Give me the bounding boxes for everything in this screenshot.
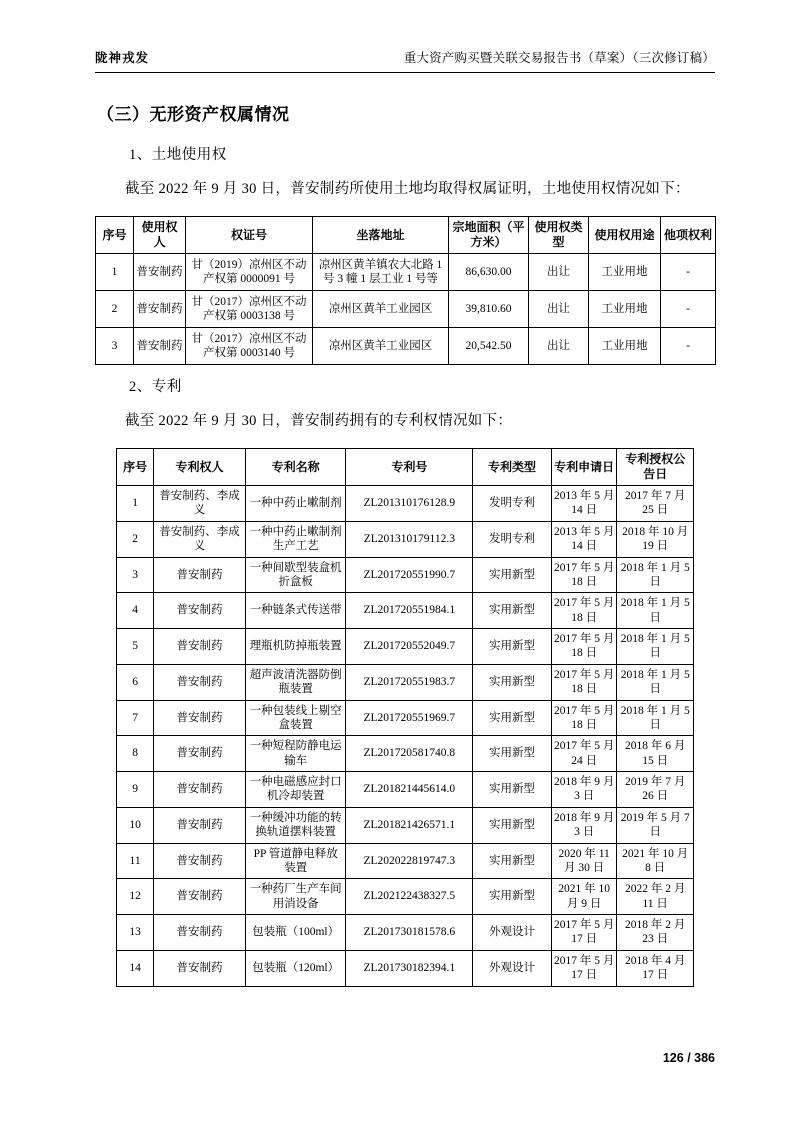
table-header-row <box>96 217 716 254</box>
cell-no: 1 <box>96 254 134 291</box>
table-row <box>96 291 716 328</box>
cell-patent-owner: 普安制药 <box>154 915 246 951</box>
col-type: 使用权类型 <box>529 217 589 254</box>
header-company-name: 陇神戎发 <box>95 51 150 65</box>
subsection-title-land: 1、土地使用权 <box>129 147 227 163</box>
cell-patent-type: 外观设计 <box>473 915 552 951</box>
cell-no: 7 <box>117 700 154 736</box>
cell-grant-date: 2018 年 1 月 5 日 <box>617 557 694 593</box>
col-usage: 使用权用途 <box>589 217 661 254</box>
document-content <box>95 92 715 987</box>
cell-patent-name: 一种中药止嗽制剂 <box>245 486 346 522</box>
cell-patent-owner: 普安制药、李成义 <box>154 486 246 522</box>
land-use-rights-table <box>95 216 716 365</box>
cell-other-rights: - <box>661 291 716 328</box>
table-row <box>117 915 694 951</box>
cell-patent-number: ZL201720581740.8 <box>346 736 473 772</box>
cell-patent-number: ZL201720551990.7 <box>346 557 473 593</box>
cell-patent-type: 实用新型 <box>473 736 552 772</box>
cell-owner: 普安制药 <box>134 328 186 365</box>
col-patent-name: 专利名称 <box>245 449 346 486</box>
cell-type: 出让 <box>529 254 589 291</box>
cell-patent-name: PP 管道静电释放装置 <box>245 843 346 879</box>
cell-application-date: 2017 年 5 月 18 日 <box>551 593 617 629</box>
cell-address: 凉州区黄羊镇农大北路 1 号 3 幢 1 层工业 1 号等 <box>313 254 449 291</box>
cell-patent-number: ZL201310179112.3 <box>346 521 473 557</box>
cell-application-date: 2013 年 5 月 14 日 <box>551 521 617 557</box>
cell-grant-date: 2018 年 1 月 5 日 <box>617 700 694 736</box>
col-no: 序号 <box>117 449 154 486</box>
table-row <box>117 879 694 915</box>
cell-no: 1 <box>117 486 154 522</box>
table-row <box>117 593 694 629</box>
cell-no: 3 <box>117 557 154 593</box>
table-row <box>117 521 694 557</box>
cell-grant-date: 2018 年 4 月 17 日 <box>617 950 694 986</box>
page-header <box>95 48 715 66</box>
table-header-row <box>117 449 694 486</box>
cell-patent-number: ZL201720551984.1 <box>346 593 473 629</box>
cell-usage: 工业用地 <box>589 291 661 328</box>
section-title: （三）无形资产权属情况 <box>97 105 290 124</box>
table-row <box>117 700 694 736</box>
cell-patent-type: 实用新型 <box>473 879 552 915</box>
cell-grant-date: 2018 年 1 月 5 日 <box>617 629 694 665</box>
table-row <box>117 772 694 808</box>
table-row <box>96 254 716 291</box>
cell-application-date: 2020 年 11 月 30 日 <box>551 843 617 879</box>
cell-patent-name: 一种缓冲功能的转换轨道摆料装置 <box>245 807 346 843</box>
cell-application-date: 2017 年 5 月 24 日 <box>551 736 617 772</box>
cell-area: 86,630.00 <box>449 254 529 291</box>
cell-no: 10 <box>117 807 154 843</box>
cell-patent-owner: 普安制药 <box>154 557 246 593</box>
cell-patent-name: 一种药厂生产车间用消设备 <box>245 879 346 915</box>
cell-patent-number: ZL201310176128.9 <box>346 486 473 522</box>
col-address: 坐落地址 <box>313 217 449 254</box>
col-patent-number: 专利号 <box>346 449 473 486</box>
cell-no: 8 <box>117 736 154 772</box>
cell-grant-date: 2019 年 5 月 7 日 <box>617 807 694 843</box>
cell-patent-number: ZL202022819747.3 <box>346 843 473 879</box>
col-grant-date: 专利授权公告日 <box>617 449 694 486</box>
cell-patent-type: 实用新型 <box>473 772 552 808</box>
header-divider <box>95 72 715 73</box>
cell-patent-type: 实用新型 <box>473 664 552 700</box>
cell-grant-date: 2018 年 10 月 19 日 <box>617 521 694 557</box>
cell-patent-name: 一种中药止嗽制剂生产工艺 <box>245 521 346 557</box>
header-document-title: 重大资产购买暨关联交易报告书（草案）（三次修订稿） <box>403 51 715 65</box>
cell-grant-date: 2019 年 7 月 26 日 <box>617 772 694 808</box>
col-certificate: 权证号 <box>186 217 313 254</box>
page-number: 126 / 386 <box>662 1051 715 1065</box>
col-no: 序号 <box>96 217 134 254</box>
col-patent-owner: 专利权人 <box>154 449 246 486</box>
cell-patent-owner: 普安制药 <box>154 879 246 915</box>
cell-no: 11 <box>117 843 154 879</box>
cell-application-date: 2018 年 9 月 3 日 <box>551 772 617 808</box>
cell-patent-owner: 普安制药、李成义 <box>154 521 246 557</box>
cell-application-date: 2018 年 9 月 3 日 <box>551 807 617 843</box>
patent-table <box>116 448 694 987</box>
cell-grant-date: 2017 年 7 月 25 日 <box>617 486 694 522</box>
cell-no: 3 <box>96 328 134 365</box>
cell-no: 4 <box>117 593 154 629</box>
cell-no: 9 <box>117 772 154 808</box>
cell-patent-owner: 普安制药 <box>154 772 246 808</box>
cell-patent-number: ZL201821445614.0 <box>346 772 473 808</box>
cell-address: 凉州区黄羊工业园区 <box>313 291 449 328</box>
col-owner: 使用权人 <box>134 217 186 254</box>
table-row <box>117 736 694 772</box>
cell-patent-number: ZL201821426571.1 <box>346 807 473 843</box>
cell-other-rights: - <box>661 328 716 365</box>
cell-no: 13 <box>117 915 154 951</box>
cell-patent-owner: 普安制药 <box>154 807 246 843</box>
cell-no: 2 <box>96 291 134 328</box>
cell-patent-number: ZL202122438327.5 <box>346 879 473 915</box>
cell-patent-number: ZL201730181578.6 <box>346 915 473 951</box>
cell-no: 2 <box>117 521 154 557</box>
cell-patent-name: 一种电磁感应封口机冷却装置 <box>245 772 346 808</box>
cell-certificate: 甘（2017）凉州区不动产权第 0003138 号 <box>186 291 313 328</box>
cell-no: 6 <box>117 664 154 700</box>
cell-application-date: 2013 年 5 月 14 日 <box>551 486 617 522</box>
cell-patent-owner: 普安制药 <box>154 736 246 772</box>
cell-patent-number: ZL201720551969.7 <box>346 700 473 736</box>
cell-patent-name: 理瓶机防掉瓶装置 <box>245 629 346 665</box>
cell-type: 出让 <box>529 291 589 328</box>
col-application-date: 专利申请日 <box>551 449 617 486</box>
cell-other-rights: - <box>661 254 716 291</box>
cell-patent-name: 包装瓶（120ml） <box>245 950 346 986</box>
cell-no: 5 <box>117 629 154 665</box>
cell-patent-name: 一种间歇型装盒机折盒板 <box>245 557 346 593</box>
cell-application-date: 2017 年 5 月 17 日 <box>551 915 617 951</box>
cell-patent-type: 实用新型 <box>473 700 552 736</box>
cell-application-date: 2017 年 5 月 18 日 <box>551 664 617 700</box>
cell-application-date: 2021 年 10 月 9 日 <box>551 879 617 915</box>
cell-application-date: 2017 年 5 月 18 日 <box>551 700 617 736</box>
cell-area: 20,542.50 <box>449 328 529 365</box>
table-row <box>117 629 694 665</box>
cell-patent-owner: 普安制药 <box>154 664 246 700</box>
cell-patent-number: ZL201720552049.7 <box>346 629 473 665</box>
col-area: 宗地面积（平方米） <box>449 217 529 254</box>
cell-patent-name: 超声波清洗器防倒瓶装置 <box>245 664 346 700</box>
cell-usage: 工业用地 <box>589 254 661 291</box>
cell-patent-number: ZL201730182394.1 <box>346 950 473 986</box>
subsection-title-patent: 2、专利 <box>129 379 182 395</box>
cell-no: 14 <box>117 950 154 986</box>
cell-owner: 普安制药 <box>134 254 186 291</box>
cell-patent-type: 实用新型 <box>473 807 552 843</box>
table-row <box>117 557 694 593</box>
cell-grant-date: 2018 年 1 月 5 日 <box>617 593 694 629</box>
cell-patent-owner: 普安制药 <box>154 629 246 665</box>
cell-area: 39,810.60 <box>449 291 529 328</box>
cell-patent-owner: 普安制药 <box>154 950 246 986</box>
cell-grant-date: 2021 年 10 月 8 日 <box>617 843 694 879</box>
paragraph-patent-intro: 截至 2022 年 9 月 30 日，普安制药拥有的专利权情况如下： <box>125 413 513 429</box>
cell-type: 出让 <box>529 328 589 365</box>
table-row <box>117 843 694 879</box>
cell-application-date: 2017 年 5 月 18 日 <box>551 629 617 665</box>
cell-grant-date: 2018 年 2 月 23 日 <box>617 915 694 951</box>
cell-patent-name: 一种短程防静电运输车 <box>245 736 346 772</box>
cell-no: 12 <box>117 879 154 915</box>
cell-address: 凉州区黄羊工业园区 <box>313 328 449 365</box>
table-row <box>117 486 694 522</box>
cell-patent-type: 实用新型 <box>473 593 552 629</box>
paragraph-land-intro: 截至 2022 年 9 月 30 日，普安制药所使用土地均取得权属证明，土地使用权情况如下： <box>125 181 690 197</box>
table-row <box>96 328 716 365</box>
cell-patent-owner: 普安制药 <box>154 593 246 629</box>
cell-application-date: 2017 年 5 月 17 日 <box>551 950 617 986</box>
cell-grant-date: 2018 年 6 月 15 日 <box>617 736 694 772</box>
col-patent-type: 专利类型 <box>473 449 552 486</box>
cell-usage: 工业用地 <box>589 328 661 365</box>
col-other-rights: 他项权利 <box>661 217 716 254</box>
cell-patent-number: ZL201720551983.7 <box>346 664 473 700</box>
cell-patent-owner: 普安制药 <box>154 700 246 736</box>
cell-patent-name: 包装瓶（100ml） <box>245 915 346 951</box>
cell-patent-type: 发明专利 <box>473 486 552 522</box>
cell-application-date: 2017 年 5 月 18 日 <box>551 557 617 593</box>
cell-certificate: 甘（2017）凉州区不动产权第 0003140 号 <box>186 328 313 365</box>
cell-patent-type: 实用新型 <box>473 557 552 593</box>
cell-certificate: 甘（2019）凉州区不动产权第 0000091 号 <box>186 254 313 291</box>
cell-owner: 普安制药 <box>134 291 186 328</box>
table-row <box>117 664 694 700</box>
table-row <box>117 950 694 986</box>
cell-patent-type: 实用新型 <box>473 629 552 665</box>
cell-patent-type: 实用新型 <box>473 843 552 879</box>
cell-grant-date: 2018 年 1 月 5 日 <box>617 664 694 700</box>
cell-patent-type: 外观设计 <box>473 950 552 986</box>
table-row <box>117 807 694 843</box>
cell-patent-owner: 普安制药 <box>154 843 246 879</box>
cell-grant-date: 2022 年 2 月 11 日 <box>617 879 694 915</box>
cell-patent-name: 一种包装线上剔空盒装置 <box>245 700 346 736</box>
cell-patent-name: 一种链条式传送带 <box>245 593 346 629</box>
cell-patent-type: 发明专利 <box>473 521 552 557</box>
